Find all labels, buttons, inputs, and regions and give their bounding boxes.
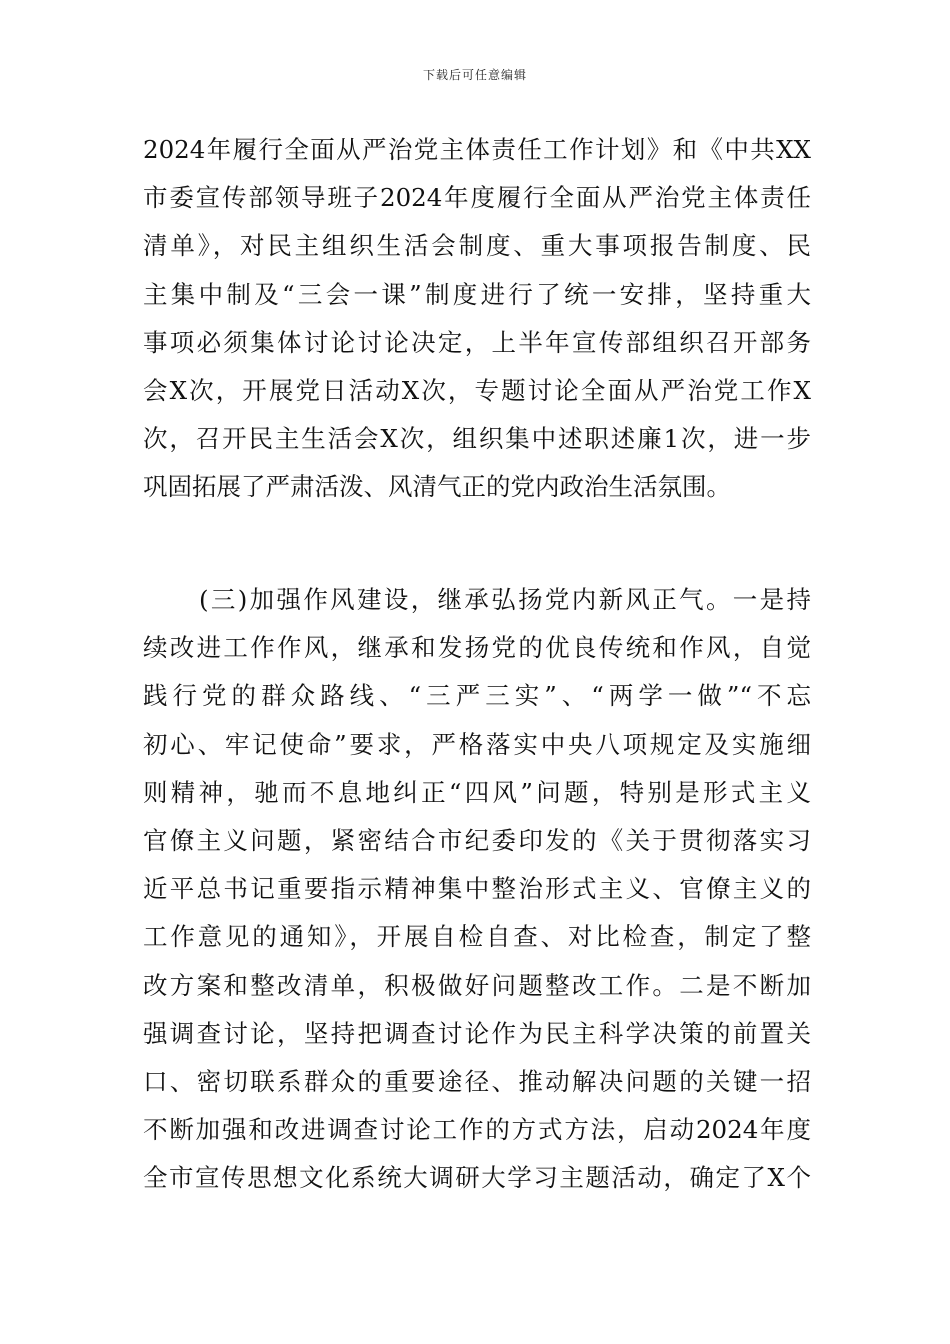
paragraph-line: 不断加强和改进调查讨论工作的方式方法，启动2024年度 [143,1115,811,1145]
paragraph-line: 则精神，驰而不息地纠正“四风”问题，特别是形式主义 [143,777,811,807]
paragraph-line: 巩固拓展了严肃活泼、风清气正的党内政治生活氛围。 [143,472,731,502]
paragraph-line: 事项必须集体讨论讨论决定，上半年宣传部组织召开部务 [143,327,811,357]
paragraph-line: 强调查讨论，坚持把调查讨论作为民主科学决策的前置关 [143,1018,811,1048]
paragraph-line: 工作意见的通知》，开展自检自查、对比检查，制定了整 [143,922,811,952]
paragraph-line: 市委宣传部领导班子2024年度履行全面从严治党主体责任 [143,183,811,213]
paragraph-line: 近平总书记重要指示精神集中整治形式主义、官僚主义的 [143,874,811,904]
paragraph-line: 初心、牢记使命”要求，严格落实中央八项规定及实施细 [143,729,811,759]
paragraph-line: 践行党的群众路线、“三严三实”、“两学一做”“不忘 [143,681,811,711]
paragraph-line: 清单》，对民主组织生活会制度、重大事项报告制度、民 [143,231,811,261]
paragraph-line: 会X次，开展党日活动X次，专题讨论全面从严治党工作X [143,375,811,405]
paragraph-line: 口、密切联系群众的重要途径、推动解决问题的关键一招 [143,1066,811,1096]
paragraph [143,126,811,512]
header-note: 下载后可任意编辑 [422,68,527,82]
paragraph-line: 全市宣传思想文化系统大调研大学习主题活动，确定了X个 [143,1163,811,1193]
paragraph [143,576,811,1202]
paragraph-line: 续改进工作作风，继承和发扬党的优良传统和作风，自觉 [143,633,811,663]
paragraph-line: 官僚主义问题，紧密结合市纪委印发的《关于贯彻落实习 [143,825,811,855]
paragraph-line: 次，召开民主生活会X次，组织集中述职述廉1次，进一步 [143,424,811,454]
paragraph-line: 改方案和整改清单，积极做好问题整改工作。二是不断加 [143,970,811,1000]
paragraph-line: 2024年履行全面从严治党主体责任工作计划》和《中共XX [143,135,811,164]
paragraph-line: 主集中制及“三会一课”制度进行了统一安排，坚持重大 [143,279,811,309]
paragraph-line: (三)加强作风建设，继承弘扬党内新风正气。一是持 [199,585,811,614]
